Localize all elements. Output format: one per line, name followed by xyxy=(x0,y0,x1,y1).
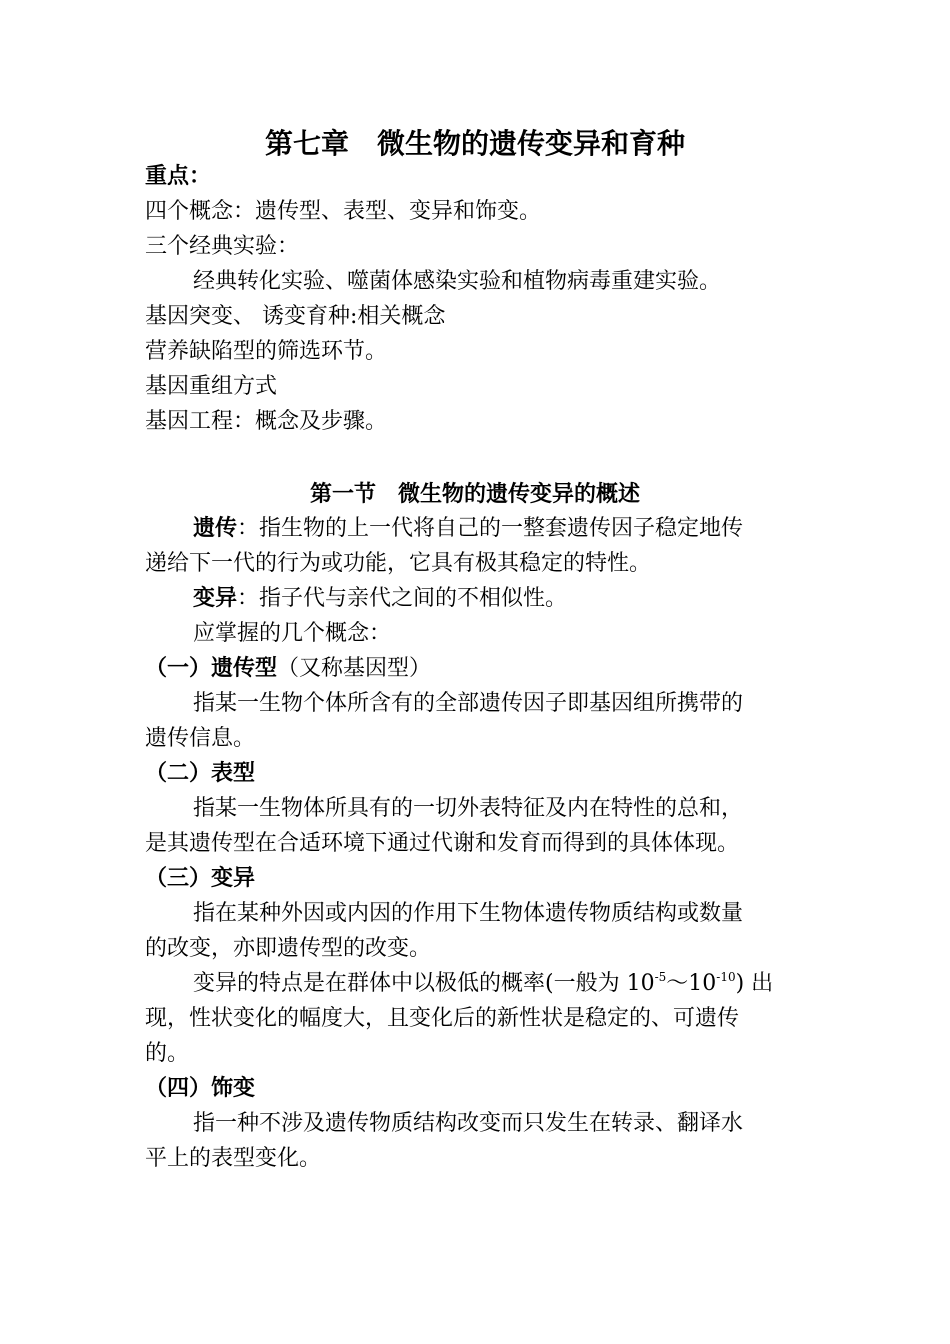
variation-definition: 变异：指子代与亲代之间的不相似性。 xyxy=(193,586,568,611)
mutation-text-cont: 的改变，亦即遗传型的改变。 xyxy=(145,936,432,961)
key-point-line: 经典转化实验、噬菌体感染实验和植物病毒重建实验。 xyxy=(193,269,722,294)
mutation-feature: 变异的特点是在群体中以极低的概率(一般为 $10^{-5}\sim 10^{-10}$) 出 xyxy=(193,970,774,996)
modification-heading: （四）饰变 xyxy=(145,1076,256,1101)
modification-text-cont: 平上的表型变化。 xyxy=(145,1146,322,1171)
concepts-intro: 应掌握的几个概念： xyxy=(193,621,392,646)
heredity-definition: 遗传：指生物的上一代将自己的一整套遗传因子稳定地传 xyxy=(193,516,744,541)
section-title: 第一节 微生物的遗传变异的概述 xyxy=(309,482,640,507)
key-points-heading: 重点： xyxy=(145,164,212,189)
key-point-line: 基因突变、 诱变育种:相关概念 xyxy=(145,304,446,329)
key-point-line: 基因工程：概念及步骤。 xyxy=(145,409,388,434)
genotype-text: 指某一生物个体所含有的全部遗传因子即基因组所携带的 xyxy=(193,691,744,716)
mutation-feature-end: 的。 xyxy=(145,1041,190,1066)
phenotype-text-cont: 是其遗传型在合适环境下通过代谢和发育而得到的具体体现。 xyxy=(145,831,740,856)
modification-text: 指一种不涉及遗传物质结构改变而只发生在转录、翻译水 xyxy=(193,1111,744,1136)
genotype-note: （又称基因型） xyxy=(277,656,432,681)
key-point-line: 营养缺陷型的筛选环节。 xyxy=(145,339,388,364)
heredity-term: 遗传 xyxy=(193,516,238,541)
key-point-line: 四个概念：遗传型、表型、变异和饰变。 xyxy=(145,199,542,224)
key-point-line: 基因重组方式 xyxy=(145,374,278,399)
heredity-definition-cont: 递给下一代的行为或功能，它具有极其稳定的特性。 xyxy=(145,551,652,576)
exponent: -5 xyxy=(654,970,667,984)
phenotype-text: 指某一生物体所具有的一切外表特征及内在特性的总和， xyxy=(193,796,744,821)
genotype-text-cont: 遗传信息。 xyxy=(145,726,256,751)
phenotype-heading: （二）表型 xyxy=(145,761,256,786)
chapter-title: 第七章 微生物的遗传变异和育种 xyxy=(264,127,685,160)
mutation-text: 指在某种外因或内因的作用下生物体遗传物质结构或数量 xyxy=(193,901,744,926)
exponent: -10 xyxy=(716,970,736,984)
mutation-feature-cont: 现，性状变化的幅度大，且变化后的新性状是稳定的、可遗传 xyxy=(145,1006,740,1031)
genotype-heading: （一）遗传型（又称基因型） xyxy=(145,656,432,681)
key-point-line: 三个经典实验： xyxy=(145,234,300,259)
mutation-heading: （三）变异 xyxy=(145,866,256,891)
variation-term: 变异 xyxy=(193,586,238,611)
